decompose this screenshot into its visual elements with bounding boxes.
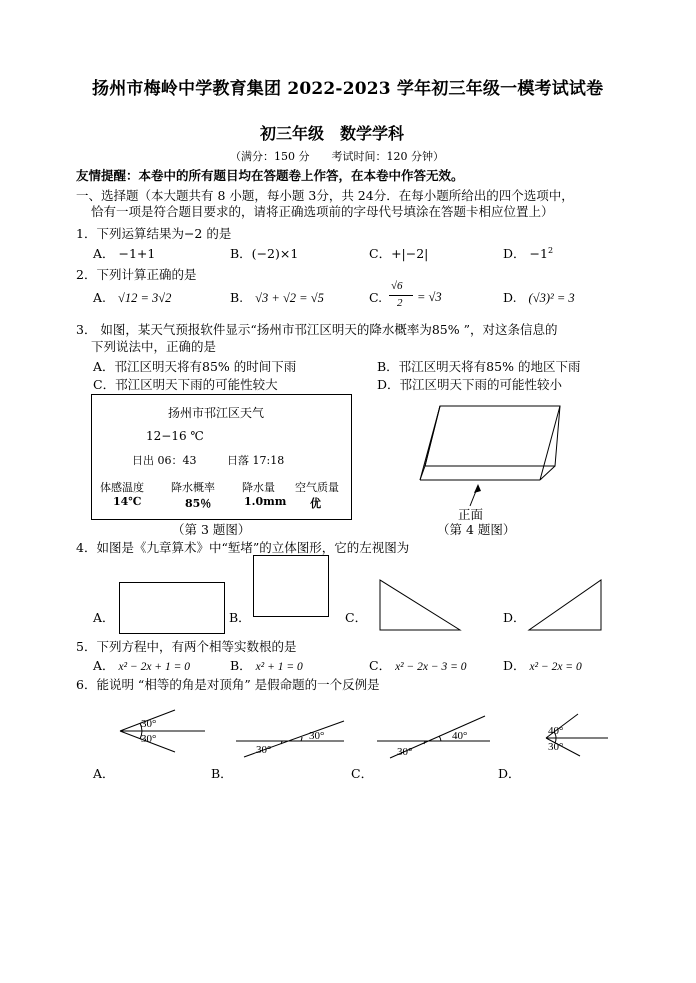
- weather-precip-amount-value: 1.0mm: [244, 495, 287, 508]
- q2-option-d: [503, 290, 575, 306]
- q6-a-angle-top: 30°: [141, 718, 157, 730]
- q6-option-a: A．: [93, 766, 115, 781]
- q3-option-a: A．邗江区明天将有85% 的时间下雨: [93, 359, 297, 374]
- reminder: 友情提醒：本卷中的所有题目均在答题卷上作答，在本卷中作答无效。: [76, 168, 464, 183]
- weather-city: 扬州市邗江区天气: [168, 406, 265, 420]
- front-arrow-head: [474, 484, 481, 493]
- q2-option-c-rest: = √3: [417, 290, 442, 304]
- q2-option-b-expr: √3 + √2 = √5: [255, 291, 324, 305]
- q2-option-d-label: D.: [503, 290, 517, 305]
- weather-sunset: 日落 17:18: [227, 454, 285, 467]
- fig4-front-label: 正面: [458, 507, 484, 522]
- weather-card: [91, 394, 352, 520]
- q6-option-b: B．: [211, 766, 233, 781]
- prism-edge: [420, 466, 425, 480]
- fraction-bar: [389, 295, 413, 296]
- q2-option-c-den: 2: [397, 297, 403, 309]
- q2-option-a-label: A.: [93, 290, 107, 305]
- exam-info: （满分：150 分 考试时间：120 分钟）: [230, 150, 444, 163]
- q5-option-c-label: C．: [369, 658, 392, 673]
- q6-stem: 6．能说明 “相等的角是对顶角” 是假命题的一个反例是: [76, 677, 380, 692]
- q4-option-d: D．: [503, 610, 526, 625]
- q1-option-b: B．(−2)×1: [230, 246, 299, 261]
- q4-a-rectangle: [119, 582, 225, 634]
- fig4-prism: [410, 398, 570, 528]
- q6-c-angle-left: 30°: [397, 746, 413, 758]
- q6-b-angle-right: 30°: [309, 730, 325, 742]
- q5-option-d: [503, 656, 582, 674]
- q1-option-c: C．+|−2|: [369, 246, 429, 261]
- q5-option-c: [369, 656, 467, 674]
- q6-a-angles: [115, 708, 215, 754]
- section-heading-line2: 恰有一项是符合题目要求的，请将正确选项前的字母代号填涂在答题卡相应位置上）: [91, 204, 554, 219]
- weather-air-quality-label: 空气质量: [295, 481, 339, 494]
- q6-d-angle-top: 40°: [548, 725, 564, 737]
- q6-d-angle-bottom: 30°: [548, 741, 564, 753]
- q5-option-b-label: B．: [230, 658, 252, 673]
- q1-option-a: A． −1+1: [93, 246, 156, 261]
- fig3-caption: （第 3 题图）: [172, 522, 251, 537]
- q6-c-angle-right: 40°: [452, 730, 468, 742]
- q1-option-d-exp: 2: [547, 245, 554, 255]
- q5-option-a: [93, 656, 190, 674]
- q4-d-triangle: [527, 578, 605, 634]
- q2-stem: 2．下列计算正确的是: [76, 267, 197, 282]
- weather-feels-label: 体感温度: [100, 481, 144, 494]
- q6-c-angles: [375, 712, 495, 760]
- q1-option-d-text: D． −1: [503, 246, 548, 261]
- q5-option-b: [230, 656, 303, 674]
- q4-option-a: A．: [93, 610, 115, 625]
- weather-precip-prob-label: 降水概率: [171, 481, 215, 494]
- q4-stem: 4．如图是《九章算术》中“堑堵”的立体图形，它的左视图为: [76, 540, 410, 555]
- q2-option-c-num: √6: [391, 280, 403, 292]
- weather-temp-range: 12−16 ℃: [146, 429, 204, 443]
- q1-stem: 1．下列运算结果为−2 的是: [76, 226, 232, 241]
- q5-option-a-expr: x² − 2x + 1 = 0: [118, 661, 190, 673]
- q2-option-a-expr: √12 = 3√2: [118, 291, 172, 305]
- q6-b-angle-left: 30°: [256, 744, 272, 756]
- q5-stem: 5．下列方程中，有两个相等实数根的是: [76, 639, 297, 654]
- weather-precip-prob-value: 85％: [185, 497, 212, 510]
- q3-option-c: C．邗江区明天下雨的可能性较大: [93, 377, 278, 392]
- exam-title: 扬州市梅岭中学教育集团 2022-2023 学年初三年级一模考试试卷: [92, 79, 604, 99]
- q4-option-c: C．: [345, 610, 368, 625]
- q3-stem: 3． 如图，某天气预报软件显示“扬州市邗江区明天的降水概率为85% ”，对这条信息的: [76, 322, 558, 337]
- fig4-caption: （第 4 题图）: [437, 522, 516, 537]
- q4-b-square: [253, 555, 329, 617]
- weather-feels-value: 14℃: [113, 495, 142, 508]
- weather-air-quality-value: 优: [310, 497, 321, 510]
- q6-a-angle-bottom: 30°: [141, 733, 157, 745]
- q2-option-b: [230, 290, 324, 306]
- q6-d-angles: [528, 712, 612, 758]
- q4-c-triangle: [378, 578, 464, 634]
- prism-edge: [425, 406, 440, 466]
- q5-option-a-label: A．: [93, 658, 115, 673]
- q2-option-a: [93, 290, 171, 306]
- prism-back-face: [425, 406, 560, 466]
- q4-option-b: B．: [229, 610, 251, 625]
- q2-option-d-expr: (√3)² = 3: [528, 291, 575, 305]
- weather-precip-amount-label: 降水量: [242, 481, 275, 494]
- section-heading: 一、选择题（本大题共有 8 小题，每小题 3分，共 24分．在每小题所给出的四个选项中，: [76, 188, 574, 203]
- q5-option-c-expr: x² − 2x − 3 = 0: [395, 661, 467, 673]
- q6-option-d: D．: [498, 766, 521, 781]
- q3-stem-line2: 下列说法中，正确的是: [91, 339, 217, 354]
- q5-option-d-label: D．: [503, 658, 526, 673]
- q1-option-d: [503, 244, 553, 262]
- weather-sunrise: 日出 06：43: [132, 454, 197, 467]
- q6-option-c: C．: [351, 766, 374, 781]
- q2-option-b-label: B.: [230, 290, 244, 305]
- exam-subtitle: 初三年级 数学学科: [260, 124, 405, 143]
- q5-option-b-expr: x² + 1 = 0: [255, 661, 303, 673]
- q6-b-angles: [234, 715, 354, 759]
- q3-option-d: D．邗江区明天下雨的可能性较小: [377, 377, 563, 392]
- q5-option-d-expr: x² − 2x = 0: [529, 661, 582, 673]
- q2-option-c-label: C.: [369, 290, 383, 305]
- q3-option-b: B．邗江区明天将有85% 的地区下雨: [377, 359, 581, 374]
